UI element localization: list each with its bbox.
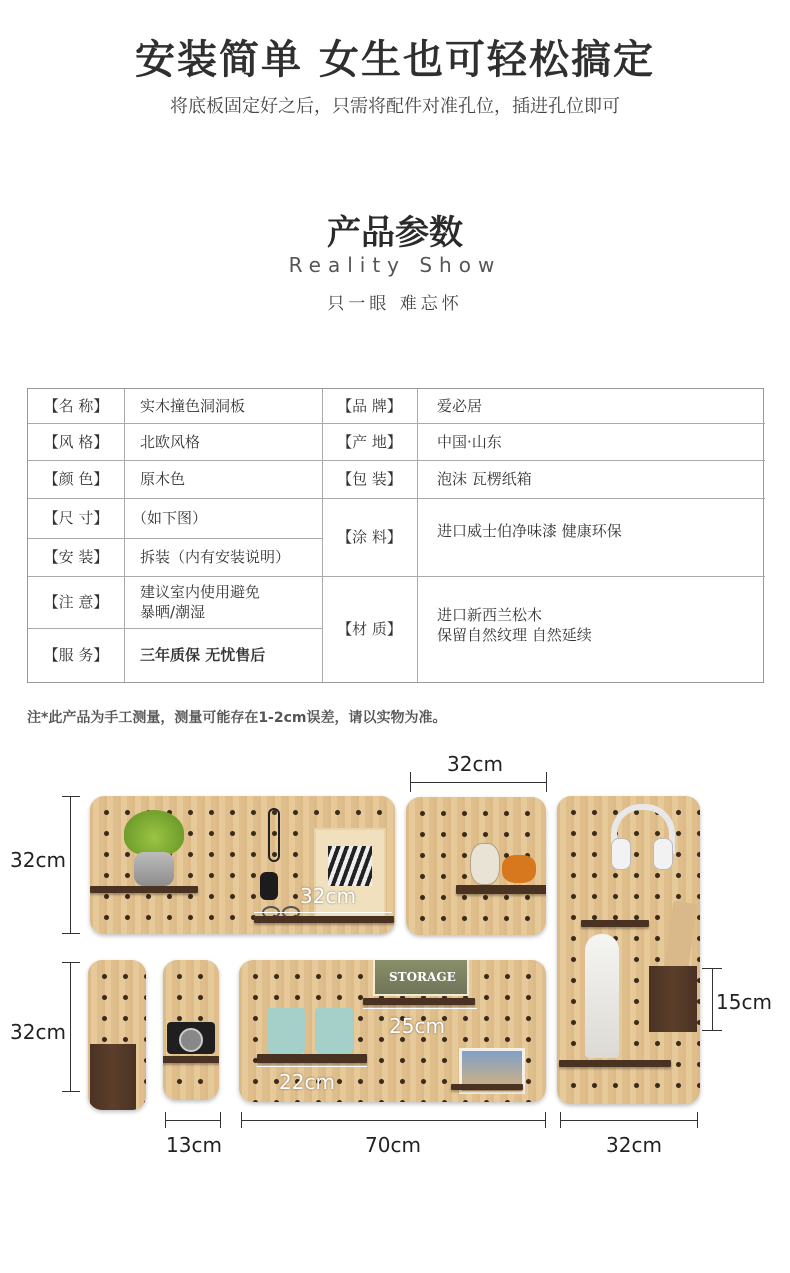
headline: 安装简单 女生也可轻松搞定 xyxy=(135,37,655,83)
dim-label-left-32: 32cm xyxy=(10,848,66,872)
shelf-photo xyxy=(451,1084,523,1090)
param-value-material xyxy=(437,597,757,653)
shelf-camera xyxy=(163,1056,219,1063)
param-label-origin: 【产 地】 xyxy=(337,432,402,451)
mug-left xyxy=(267,1008,305,1054)
shelf-storage xyxy=(363,998,475,1005)
walnut-pocket-narrow xyxy=(90,1044,136,1110)
pegboard-tall xyxy=(557,796,700,1104)
param-label-name: 【名 称】 xyxy=(43,397,109,415)
dim-line-left-bottom xyxy=(70,962,71,1092)
section-title: 产品参数 xyxy=(327,213,463,253)
dim-label-bottom-32: 32cm xyxy=(606,1133,662,1157)
pegboard-wide-bottom xyxy=(239,960,546,1102)
dim-label-shelf-22: 22cm xyxy=(279,1070,335,1094)
param-value-brand: 爱必居 xyxy=(437,397,483,415)
shelf-figurines xyxy=(456,885,546,894)
param-value-paint: 进口威士伯净味漆 健康环保 xyxy=(437,522,622,540)
param-value-install: 拆装（内有安装说明） xyxy=(140,548,291,566)
dim-label-bottom-70: 70cm xyxy=(365,1133,421,1157)
storage-box-label: STORAGE xyxy=(389,970,456,984)
shelf-mugs xyxy=(257,1054,367,1063)
shelf-plant xyxy=(90,886,198,893)
dim-line-left-top xyxy=(70,796,71,934)
param-label-install: 【安 装】 xyxy=(43,548,109,566)
dim-label-panel-32: 32cm xyxy=(300,884,356,908)
param-label-style: 【风 格】 xyxy=(43,432,109,451)
dim-line-bottom-70 xyxy=(241,1120,546,1121)
material-line-1: 进口新西兰松木 xyxy=(437,606,543,624)
storage-box xyxy=(373,960,469,996)
measurement-note: 注*此产品为手工测量，测量可能存在1-2cm误差，请以实物为准。 xyxy=(27,710,447,726)
plant-leaves xyxy=(124,810,184,856)
param-label-service: 【服 务】 xyxy=(43,646,109,664)
zebra-photo xyxy=(328,846,372,886)
plant-pot xyxy=(134,852,174,886)
dim-line-right xyxy=(712,968,713,1030)
material-line-2: 保留自然纹理 自然延续 xyxy=(437,626,592,644)
mug-right xyxy=(315,1008,353,1054)
key-strap xyxy=(268,808,280,862)
walnut-pocket-tall xyxy=(649,966,697,1032)
camera-icon xyxy=(167,1022,215,1054)
param-label-color: 【颜 色】 xyxy=(43,470,109,488)
pegboard-illustration xyxy=(0,740,790,1170)
pegboard-wide-top xyxy=(90,796,395,934)
shelf-tall-upper xyxy=(581,920,649,927)
param-label-paint: 【涂 料】 xyxy=(337,528,402,546)
dim-line-bottom-32 xyxy=(560,1120,698,1121)
param-value-size: （如下图） xyxy=(132,509,208,527)
caution-line-1: 建议室内使用避免 xyxy=(140,583,261,601)
dim-line-top xyxy=(410,782,546,783)
param-label-package: 【包 装】 xyxy=(337,470,402,488)
section-subtitle-en: Reality Show xyxy=(288,253,502,277)
dim-label-right-15: 15cm xyxy=(716,990,772,1014)
param-label-caution: 【注 意】 xyxy=(43,593,109,611)
param-value-caution xyxy=(140,579,320,625)
car-key-icon xyxy=(260,872,278,900)
pegboard-square xyxy=(406,797,546,935)
param-value-origin: 中国·山东 xyxy=(437,432,502,451)
dog-figurine xyxy=(470,843,500,885)
shelf-tall-lower xyxy=(559,1060,671,1067)
dim-label-shelf-25: 25cm xyxy=(389,1014,445,1038)
pegboard-narrow-1 xyxy=(88,960,146,1110)
dim-label-left2-32: 32cm xyxy=(10,1020,66,1044)
param-value-service: 三年质保 无忧售后 xyxy=(140,646,266,664)
param-label-brand: 【品 牌】 xyxy=(337,397,402,415)
shelf-frame xyxy=(254,916,394,923)
dim-label-bottom-13: 13cm xyxy=(166,1133,222,1157)
param-label-size: 【尺 寸】 xyxy=(43,509,109,527)
param-value-package: 泡沫 瓦楞纸箱 xyxy=(437,470,532,488)
params-table xyxy=(27,388,764,683)
param-label-material: 【材 质】 xyxy=(337,620,402,638)
caution-line-2: 暴晒/潮湿 xyxy=(140,603,206,621)
param-value-style: 北欧风格 xyxy=(140,432,201,451)
fox-figurine xyxy=(502,855,536,883)
venus-statue xyxy=(585,934,619,1058)
section-tagline: 只一眼 难忘怀 xyxy=(327,294,463,314)
dim-label-top-32: 32cm xyxy=(447,752,503,776)
param-value-name: 实木撞色洞洞板 xyxy=(140,397,246,415)
param-value-color: 原木色 xyxy=(140,470,186,488)
subheadline: 将底板固定好之后，只需将配件对准孔位，插进孔位即可 xyxy=(170,96,620,117)
dim-line-bottom-13 xyxy=(165,1120,221,1121)
pegboard-narrow-2 xyxy=(163,960,219,1100)
